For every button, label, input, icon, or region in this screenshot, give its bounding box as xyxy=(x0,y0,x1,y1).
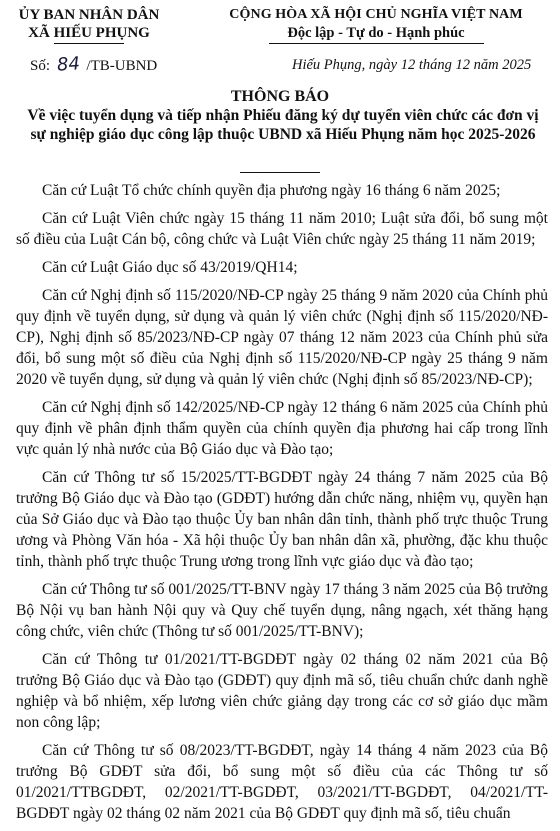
document-body xyxy=(16,180,548,831)
issuing-agency xyxy=(14,6,164,44)
body-paragraph: Căn cứ Thông tư 01/2021/TT-BGDĐT ngày 02 tháng 02 năm 2021 của Bộ trưởng Bộ Giáo dục và Đào tạo (GDĐT) quy định mã số, tiêu chuẩn chức danh nghề nghiệp và bổ nhiệm, xếp lương viên chức giảng dạy trong các cơ sở giáo dục mầm non công lập; xyxy=(16,651,548,731)
body-paragraph: Căn cứ Thông tư số 001/2025/TT-BNV ngày 17 tháng 3 năm 2025 của Bộ trưởng Bộ Nội vụ ban hành Nội quy và Quy chế tuyển dụng, nâng ngạch, xét thăng hạng công chức, viên chức (Thông tư số 001/2025/TT-BNV); xyxy=(16,581,548,640)
title-underline xyxy=(240,172,320,173)
national-motto: Độc lập - Tự do - Hạnh phúc xyxy=(287,25,465,41)
body-paragraph: Căn cứ Nghị định số 115/2020/NĐ-CP ngày 25 tháng 9 năm 2020 của Chính phủ quy định về tuyển dụng, sử dụng và quản lý viên chức (Nghị định số 115/2020/NĐ-CP), Nghị định số 85/2023/NĐ-CP ngày 07 tháng 12 năm 2023 của Chính phủ sửa đổi, bổ sung một số điều của Nghị định số 115/2020/NĐ-CP ngày 25 tháng 9 năm 2020 về tuyển dụng, sử dụng và quản lý viên chức (Nghị định số 85/2023/NĐ-CP); xyxy=(16,287,548,388)
document-number xyxy=(30,54,157,75)
agency-line-1: ỦY BAN NHÂN DÂN xyxy=(18,7,160,23)
body-paragraph: Căn cứ Nghị định số 142/2025/NĐ-CP ngày 12 tháng 6 năm 2025 của Chính phủ quy định về phân định thẩm quyền của chính quyền địa phương hai cấp trong lĩnh vực quản lý nhà nước của Bộ Giáo dục và Đào tạo; xyxy=(16,399,548,458)
body-paragraph: Căn cứ Luật Giáo dục số 43/2019/QH14; xyxy=(42,259,298,276)
motto-underline xyxy=(269,43,484,44)
agency-underline xyxy=(54,43,124,44)
doc-number-handwritten: 84 xyxy=(56,53,81,76)
document-date: Hiếu Phụng, ngày 12 tháng 12 năm 2025 xyxy=(292,57,532,73)
agency-line-2: XÃ HIẾU PHỤNG xyxy=(28,25,150,41)
body-paragraph: Căn cứ Thông tư số 08/2023/TT-BGDĐT, ngày 14 tháng 4 năm 2023 của Bộ trưởng Bộ GDĐT sửa đổi, bổ sung một số điều của các Thông tư số 01/2021/TTBGDĐT, 02/2021/TT-BGDĐT, 03/2021/TT-BGDĐT, 04/2021/TT-BGDĐT ngày 02 tháng 02 năm 2021 của Bộ GDĐT quy định mã số, tiêu chuẩn xyxy=(16,742,548,822)
document-subtitle: Về việc tuyển dụng và tiếp nhận Phiếu đăng ký dự tuyển viên chức các đơn vị sự nghiệp giáo dục công lập thuộc UBND xã Hiếu Phụng năm học 2025-2026 xyxy=(27,107,539,143)
country-name: CỘNG HÒA XÃ HỘI CHỦ NGHĨA VIỆT NAM xyxy=(229,7,523,22)
doc-number-prefix: Số: xyxy=(30,58,51,74)
document-title: THÔNG BÁO xyxy=(230,88,330,105)
national-header xyxy=(200,6,552,44)
doc-number-suffix: /TB-UBND xyxy=(86,58,158,74)
body-paragraph: Căn cứ Luật Viên chức ngày 15 tháng 11 năm 2010; Luật sửa đổi, bổ sung một số điều của Luật Cán bộ, công chức và Luật Viên chức ngày 25 tháng 11 năm 2019; xyxy=(16,210,548,248)
body-paragraph: Căn cứ Thông tư số 15/2025/TT-BGDĐT ngày 24 tháng 7 năm 2025 của Bộ trưởng Bộ Giáo dục và Đào tạo (GDĐT) hướng dẫn chức năng, nhiệm vụ, quyền hạn của Sở Giáo dục và Đào tạo thuộc Ủy ban nhân dân tỉnh, thành phố trực thuộc Trung ương và Phòng Văn hóa - Xã hội thuộc Ủy ban nhân dân xã, phường, đặc khu thuộc tỉnh, thành phố trực thuộc Trung ương trong lĩnh vực giáo dục và đào tạo; xyxy=(16,469,548,570)
body-paragraph: Căn cứ Luật Tổ chức chính quyền địa phương ngày 16 tháng 6 năm 2025; xyxy=(42,182,501,199)
